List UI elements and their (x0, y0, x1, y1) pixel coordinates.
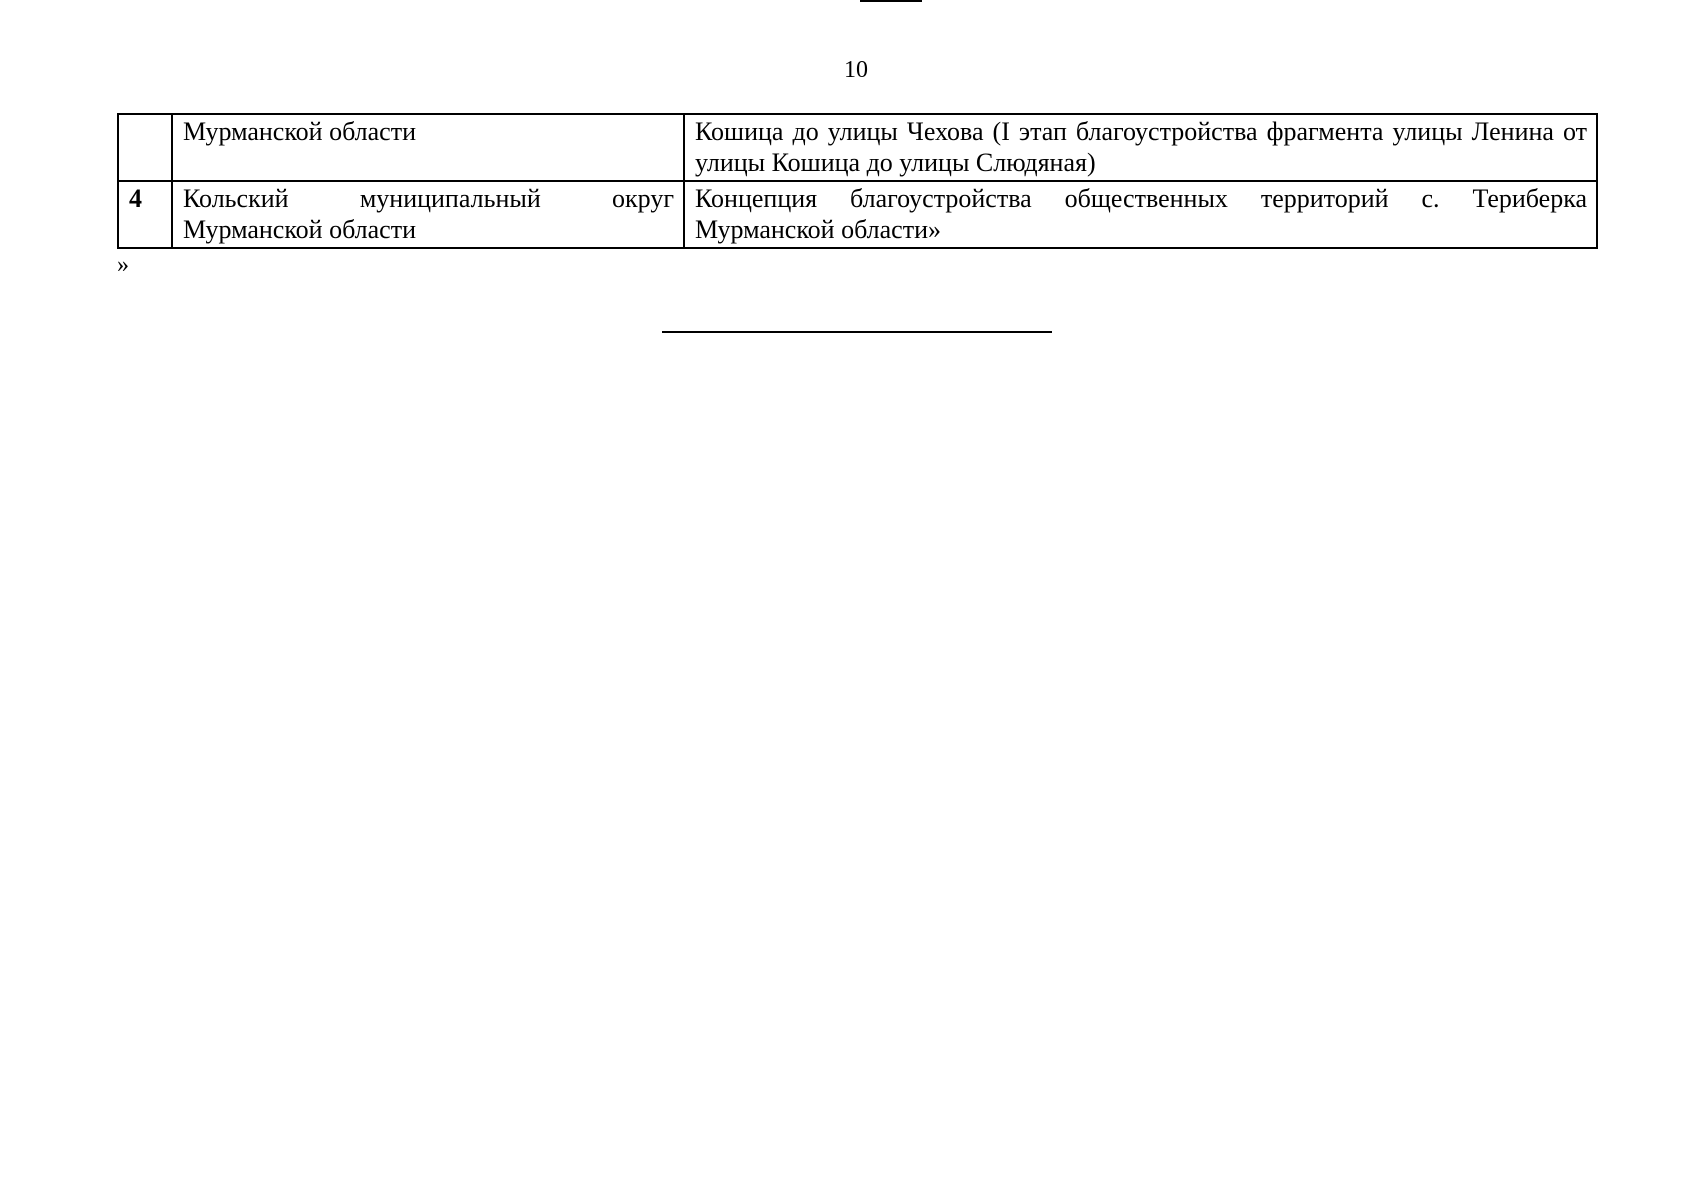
municipality-cell: Мурманской области (172, 114, 684, 181)
table-row (118, 181, 1597, 248)
top-edge-rule (860, 0, 922, 2)
end-of-document-rule (662, 331, 1052, 333)
municipality-cell: Кольский муниципальный округ Мурманской области (172, 181, 684, 248)
row-number-cell: 4 (118, 181, 172, 248)
territories-table (117, 113, 1598, 249)
page-number: 10 (844, 57, 868, 83)
table-body (118, 114, 1597, 248)
table-row (118, 114, 1597, 181)
row-number-cell (118, 114, 172, 181)
project-cell: Концепция благоустройства общественных территорий с. Териберка Мурманской области» (684, 181, 1597, 248)
closing-quote-mark: » (117, 252, 129, 278)
project-cell: Кошица до улицы Чехова (I этап благоустройства фрагмента улицы Ленина от улицы Кошица до улицы Слюдяная) (684, 114, 1597, 181)
